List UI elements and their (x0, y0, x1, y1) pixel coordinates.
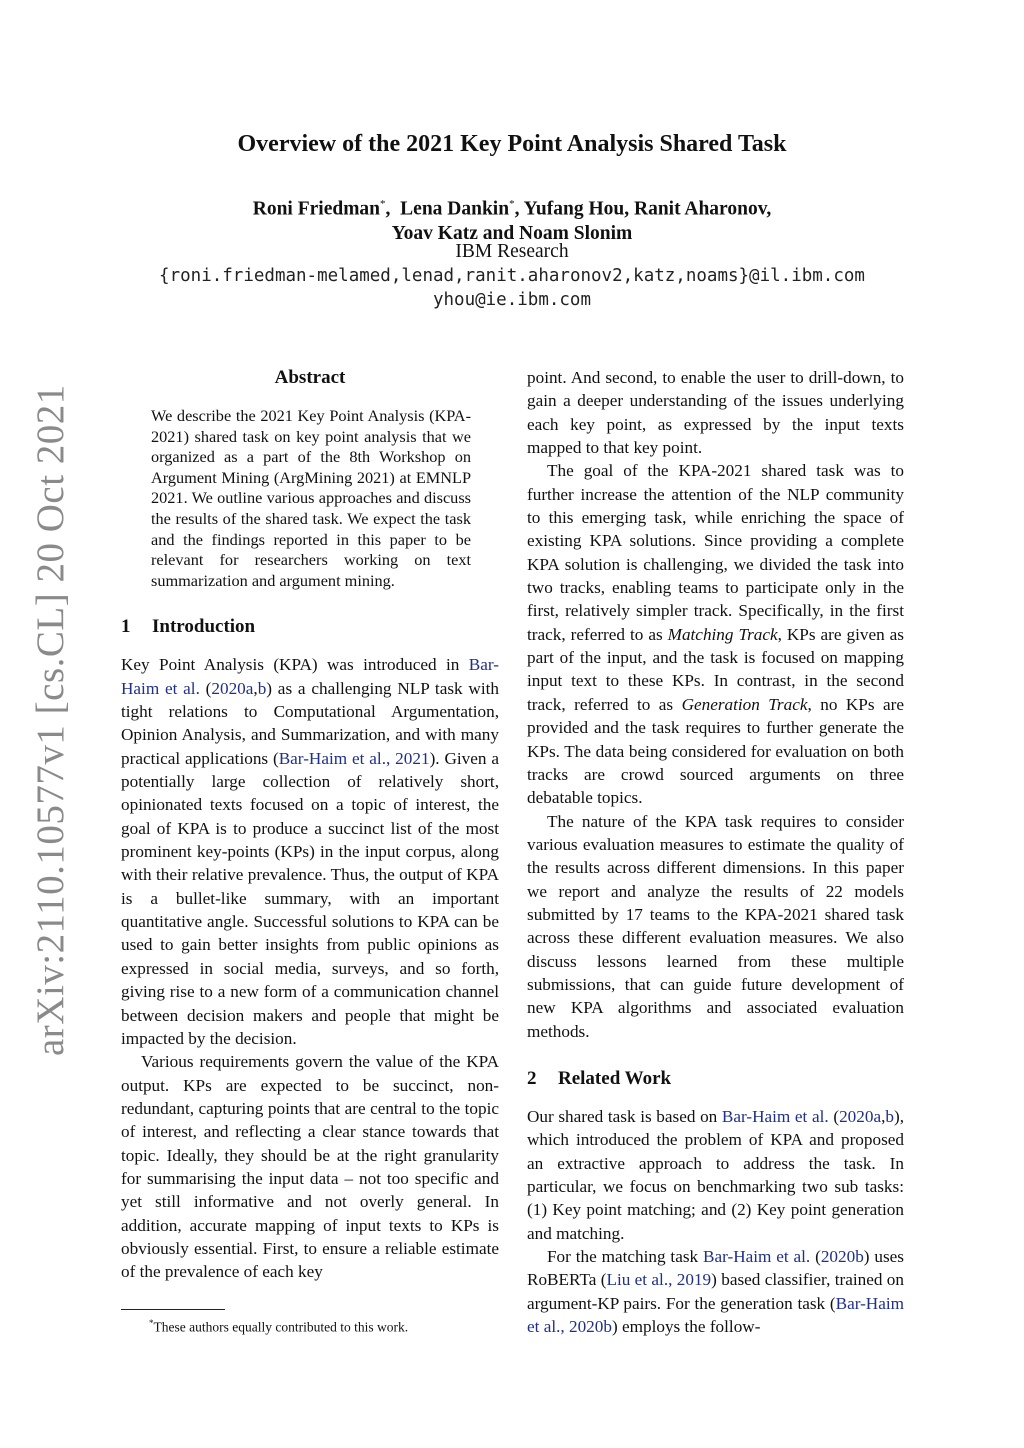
footnote-divider (121, 1309, 225, 1310)
paper-title: Overview of the 2021 Key Point Analysis Shared Task (237, 131, 787, 157)
text-run: ) uses RoBERTa ( (527, 1247, 904, 1290)
text-run: ( (828, 1106, 840, 1126)
citation-link[interactable]: Bar-Haim et al., 2020b (527, 1293, 904, 1337)
text-run: Key Point Analysis (KPA) was introduced in (121, 655, 469, 675)
footnote (121, 1309, 499, 1337)
left-column (121, 366, 499, 1284)
text-run: , KPs are given as part of the input, and the task is focused on mapping input text to these KPs. In contrast, in the second track, referred to as (527, 624, 904, 714)
section-number: 2 (527, 1067, 537, 1089)
text-run: ), which introduced the problem of KPA and proposed an extractive approach to address the task. In particular, we focus on benchmarking two sub tasks: (1) Key point matching; and (2) Key point generation and matching. (527, 1106, 904, 1243)
text-run: , (253, 678, 258, 698)
section-number: 1 (121, 616, 131, 638)
section-heading-introduction (121, 615, 499, 639)
abstract-body: We describe the 2021 Key Point Analysis (KPA-2021) shared task on key point analysis that we organized as a part of the 8th Workshop on Argument Mining (ArgMining 2021) at EMNLP 2021. We outline various approaches and discuss the results of the shared task. We expect the task and the findings reported in this paper to be relevant for researchers working on text summarization and argument mining. (151, 406, 471, 590)
text-run: Our shared task is based on (527, 1106, 722, 1126)
author-line-2: Yoav Katz and Noam Slonim (391, 222, 633, 244)
author-separator: , (385, 198, 401, 220)
email-line-1: {roni.friedman-melamed,lenad,ranit.aharonov2,katz,noams}@il.ibm.com (159, 266, 865, 286)
citation-link[interactable]: b (885, 1106, 894, 1126)
text-run: ( (199, 678, 212, 698)
text-run: ( (810, 1247, 821, 1267)
arxiv-identifier: arXiv:2110.10577v1 [cs.CL] 20 Oct 2021 (29, 384, 72, 1056)
text-run: The goal of the KPA-2021 shared task was to further increase the attention of the NLP community to this emerging task, while enriching the space of existing KPA solutions. Since providing a complete KPA solution is challenging, we divided the task into two tracks, enabling teams to participate only in the first, relatively simpler track. Specifically, in the first track, referred to as (527, 461, 904, 644)
related-work-text (527, 1105, 904, 1338)
author-separator: , (766, 198, 772, 220)
citation-link[interactable]: Bar-Haim et al. (703, 1247, 811, 1267)
citation-link[interactable]: Bar-Haim et al. (721, 1106, 829, 1126)
right-column (527, 366, 904, 1338)
paragraph (527, 459, 904, 809)
author-separator: , (514, 198, 524, 220)
author-emails (0, 264, 1024, 312)
citation-link[interactable]: Bar-Haim et al. (121, 655, 499, 698)
footnote-text (121, 1314, 499, 1337)
citation-link[interactable]: 2020a (839, 1106, 882, 1126)
author-line-1 (0, 192, 1024, 222)
author-name: Yufang Hou (523, 198, 625, 220)
introduction-text (121, 653, 499, 1283)
author-list (0, 192, 1024, 246)
introduction-continued-text (527, 366, 904, 1043)
section-title: Related Work (558, 1067, 672, 1089)
text-run: ) as a challenging NLP task with tight relations to Computational Argumentation, Opinion Analysis, and Summarization, and with many practical applications ( (121, 678, 499, 768)
author-separator: , (624, 198, 634, 220)
paragraph (527, 1245, 904, 1338)
paragraph (527, 1105, 904, 1245)
citation-link[interactable]: Bar-Haim et al., 2021 (278, 748, 430, 768)
citation-link[interactable]: b (257, 678, 267, 698)
email-line-2: yhou@ie.ibm.com (432, 290, 592, 310)
paragraph (527, 366, 904, 459)
text-run: For the matching task (547, 1247, 703, 1267)
section-heading-related-work (527, 1067, 904, 1091)
text-run: point. And second, to enable the user to drill-down, to gain a deeper understanding of the issues underlying each key point, as expressed by the input texts mapped to that key point. (527, 368, 904, 458)
paragraph (527, 810, 904, 1043)
emphasis: Matching Track (667, 624, 778, 644)
emphasis: Generation Track (681, 694, 808, 714)
equal-contribution-mark: * (380, 198, 386, 210)
footnote-mark: * (149, 1318, 154, 1328)
paragraph (121, 653, 499, 1050)
text-run: ). Given a potentially large collection of relatively short, opinionated texts focused on a topic of interest, the goal of KPA is to produce a succinct list of the most prominent key-points (KPs) in the input corpus, along with their relative prevalence. Thus, the output of KPA is a bullet-like summary, with an important quantitative angle. Successful solutions to KPA can be used to gain better insights from public opinions as expressed in social media, surveys, and so forth, giving rise to a new form of a communication channel between decision makers and people that might be impacted by the decision. (121, 748, 499, 1048)
text-run: , no KPs are provided and the task requires to further generate the KPs. The data being considered for evaluation on both tracks are crowd sourced arguments on three debatable topics. (527, 694, 904, 808)
text-run: The nature of the KPA task requires to consider various evaluation measures to estimate the quality of the results across different dimensions. In this paper we report and analyze the results of 22 models submitted by 17 teams to the KPA-2021 shared task across these different evaluation measures. We also discuss lessons learned from these multiple submissions, that can guide future development of new KPA algorithms and associated evaluation methods. (527, 811, 904, 1041)
section-title: Introduction (152, 616, 256, 638)
text-run: ) employs the follow- (611, 1317, 761, 1337)
text-run: Various requirements govern the value of the KPA output. KPs are expected to be succinct, non-redundant, capturing points that are central to the topic of interest, and reflecting a clear stance towards that topic. Ideally, they should be at the right granularity for summarising the input data – not too specific and yet still informative and not overly general. In addition, accurate mapping of input texts to KPs is obviously essential. First, to ensure a reliable estimate of the prevalence of each key (121, 1052, 499, 1282)
author-name: Lena Dankin (400, 198, 510, 220)
author-name: Roni Friedman (252, 198, 381, 220)
affiliation: IBM Research (455, 241, 569, 262)
text-run: ) based classifier, trained on argument-KP pairs. For the generation task ( (527, 1270, 904, 1313)
text-run: , (881, 1106, 886, 1126)
citation-link[interactable]: Liu et al., 2019 (606, 1270, 712, 1290)
footnote-body: These authors equally contributed to this work. (153, 1319, 409, 1335)
author-name: Ranit Aharonov (633, 198, 767, 220)
citation-link[interactable]: 2020b (820, 1247, 864, 1267)
citation-link[interactable]: 2020a (211, 678, 254, 698)
abstract-heading: Abstract (274, 367, 346, 388)
paragraph (121, 1050, 499, 1283)
equal-contribution-mark: * (509, 198, 515, 210)
